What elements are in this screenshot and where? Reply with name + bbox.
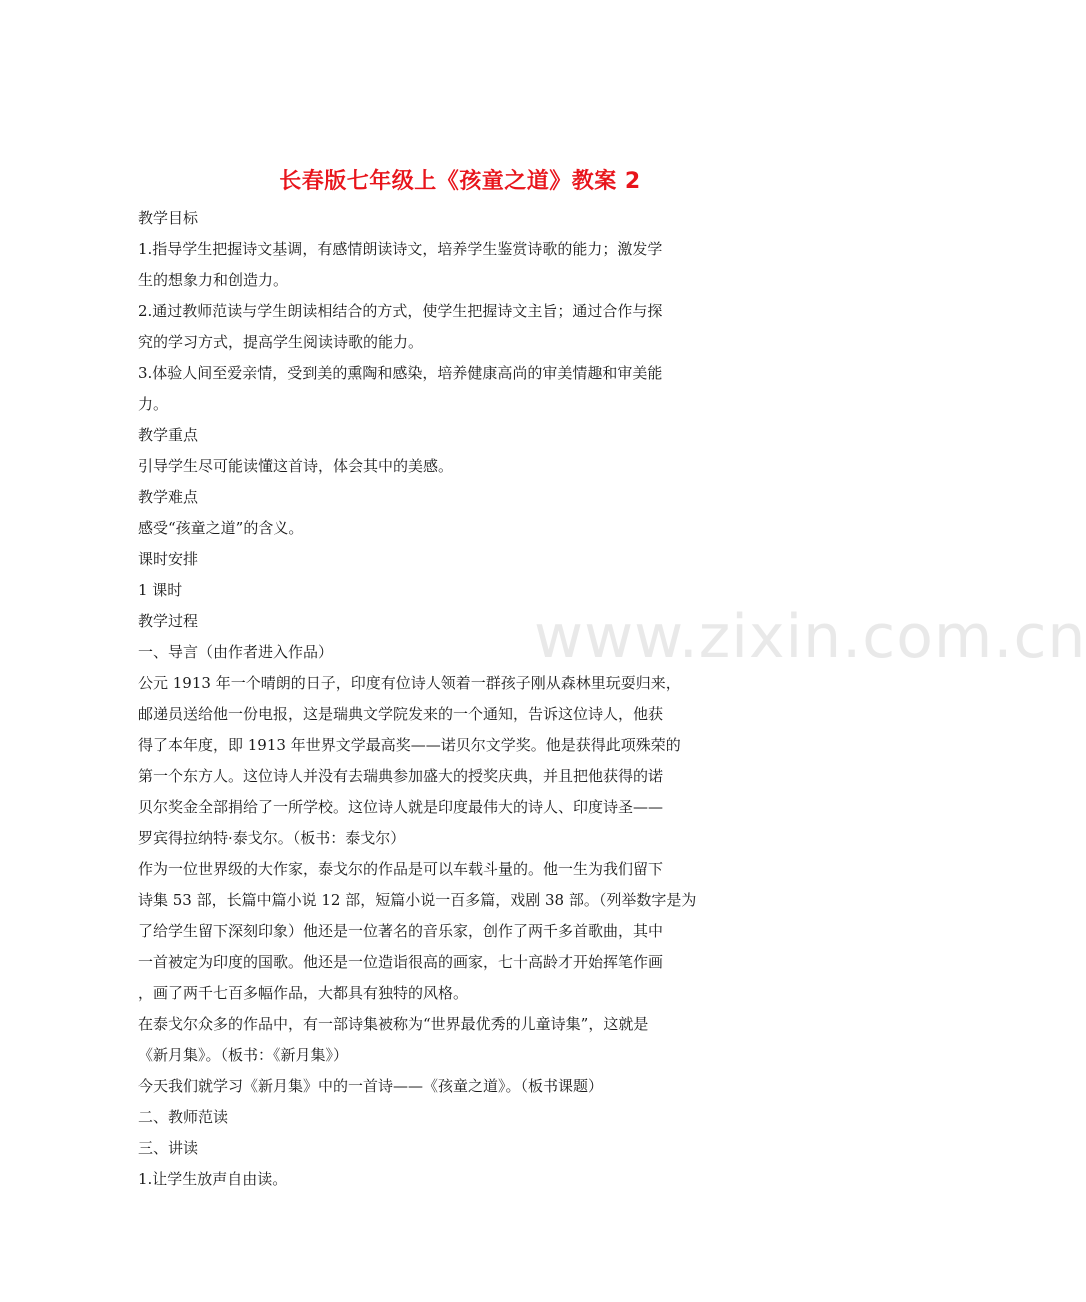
text-line: 1.指导学生把握诗文基调，有感情朗读诗文，培养学生鉴赏诗歌的能力；激发学 bbox=[138, 240, 663, 258]
text-line: 今天我们就学习《新月集》中的一首诗——《孩童之道》。（板书课题） bbox=[138, 1077, 604, 1095]
watermark: www.zixin.com.cn bbox=[534, 602, 1086, 672]
text-line: 生的想象力和创造力。 bbox=[138, 271, 289, 289]
text-line: 一、导言（由作者进入作品） bbox=[138, 643, 334, 661]
text-line: 感受“孩童之道”的含义。 bbox=[138, 519, 304, 537]
text-line: 教学过程 bbox=[138, 612, 199, 630]
text-line: ，画了两千七百多幅作品，大都具有独特的风格。 bbox=[138, 984, 469, 1002]
text-line: 1.让学生放声自由读。 bbox=[138, 1170, 288, 1188]
text-line: 课时安排 bbox=[138, 550, 199, 568]
text-line: 罗宾得拉纳特·泰戈尔。（板书：泰戈尔） bbox=[138, 829, 406, 847]
document-body bbox=[138, 203, 788, 1195]
text-line: 教学重点 bbox=[138, 426, 199, 444]
text-line: 一首被定为印度的国歌。他还是一位造诣很高的画家，七十高龄才开始挥笔作画 bbox=[138, 953, 664, 971]
text-line: 3.体验人间至爱亲情，受到美的熏陶和感染，培养健康高尚的审美情趣和审美能 bbox=[138, 364, 663, 382]
text-line: 教学难点 bbox=[138, 488, 199, 506]
text-line: 得了本年度，即 1913 年世界文学最高奖——诺贝尔文学奖。他是获得此项殊荣的 bbox=[138, 736, 681, 754]
document-title: 长春版七年级上《孩童之道》教案 2 bbox=[279, 169, 641, 194]
text-line: 1 课时 bbox=[138, 581, 183, 599]
text-line: 二、教师范读 bbox=[138, 1108, 229, 1126]
text-line: 诗集 53 部，长篇中篇小说 12 部，短篇小说一百多篇，戏剧 38 部。（列举数字是为 bbox=[138, 891, 697, 909]
text-line: 在泰戈尔众多的作品中，有一部诗集被称为“世界最优秀的儿童诗集”，这就是 bbox=[138, 1015, 649, 1033]
text-line: 公元 1913 年一个晴朗的日子，印度有位诗人领着一群孩子刚从森林里玩耍归来， bbox=[138, 674, 681, 692]
text-line: 教学目标 bbox=[138, 209, 199, 227]
text-line: 三、讲读 bbox=[138, 1139, 199, 1157]
text-line: 2.通过教师范读与学生朗读相结合的方式，使学生把握诗文主旨；通过合作与探 bbox=[138, 302, 663, 320]
text-line: 引导学生尽可能读懂这首诗，体会其中的美感。 bbox=[138, 457, 454, 475]
text-line: 贝尔奖金全部捐给了一所学校。这位诗人就是印度最伟大的诗人、印度诗圣—— bbox=[138, 798, 664, 816]
text-line: 究的学习方式，提高学生阅读诗歌的能力。 bbox=[138, 333, 424, 351]
text-line: 邮递员送给他一份电报，这是瑞典文学院发来的一个通知，告诉这位诗人，他获 bbox=[138, 705, 664, 723]
text-line: 力。 bbox=[138, 395, 169, 413]
text-line: 作为一位世界级的大作家，泰戈尔的作品是可以车载斗量的。他一生为我们留下 bbox=[138, 860, 664, 878]
text-line: 第一个东方人。这位诗人并没有去瑞典参加盛大的授奖庆典，并且把他获得的诺 bbox=[138, 767, 664, 785]
text-line: 《新月集》。（板书：《新月集》） bbox=[138, 1046, 349, 1064]
text-line: 了给学生留下深刻印象）他还是一位著名的音乐家，创作了两千多首歌曲，其中 bbox=[138, 922, 664, 940]
